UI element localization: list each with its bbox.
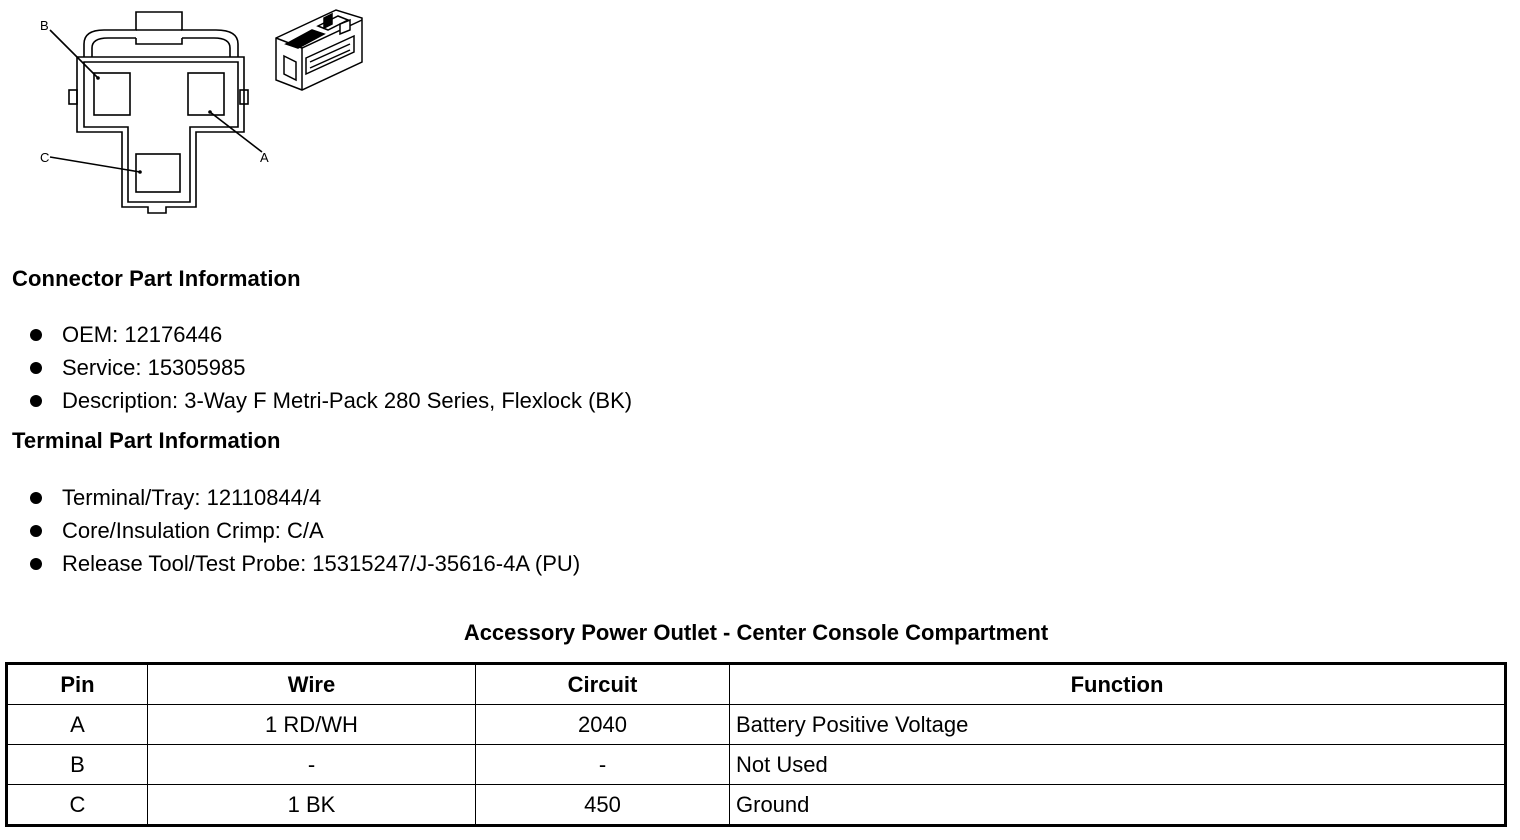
- connector-info-list: [28, 318, 632, 417]
- cell-wire: 1 BK: [148, 785, 476, 826]
- cell-pin: C: [7, 785, 148, 826]
- cavity-a: [188, 73, 224, 115]
- list-item: [28, 351, 632, 384]
- terminal-info-list: [28, 481, 580, 580]
- column-header-pin: Pin: [7, 664, 148, 705]
- cell-pin: B: [7, 745, 148, 785]
- oem-part-number: OEM: 12176446: [62, 322, 223, 347]
- bullet-icon: [30, 362, 42, 374]
- crimp-info: Core/Insulation Crimp: C/A: [62, 518, 324, 543]
- column-header-wire: Wire: [148, 664, 476, 705]
- bullet-icon: [30, 492, 42, 504]
- list-item: [28, 514, 580, 547]
- table-row: [7, 745, 1506, 785]
- list-item: [28, 384, 632, 417]
- connector-latch: [84, 12, 238, 57]
- terminal-tray: Terminal/Tray: 12110844/4: [62, 485, 322, 510]
- side-tab-left: [69, 90, 77, 104]
- table-header-row: [7, 664, 1506, 705]
- table-row: [7, 785, 1506, 826]
- table-title: Accessory Power Outlet - Center Console Compartment: [463, 620, 1049, 645]
- list-item: [28, 481, 580, 514]
- pinout-table: [5, 662, 1507, 827]
- connector-isometric-image: [276, 10, 362, 90]
- pin-label-a: A: [260, 150, 269, 165]
- bullet-icon: [30, 329, 42, 341]
- terminal-info-heading: Terminal Part Information: [12, 428, 281, 453]
- cavity-b: [94, 73, 130, 115]
- release-tool: Release Tool/Test Probe: 15315247/J-35616-4A (PU): [62, 551, 581, 576]
- list-item: [28, 318, 632, 351]
- connector-description: Description: 3-Way F Metri-Pack 280 Series, Flexlock (BK): [62, 388, 633, 413]
- service-part-number: Service: 15305985: [62, 355, 246, 380]
- bullet-icon: [30, 525, 42, 537]
- pin-label-c: C: [40, 150, 50, 165]
- cell-function: Not Used: [730, 745, 1506, 785]
- cell-circuit: -: [476, 745, 730, 785]
- list-item: [28, 547, 580, 580]
- bullet-icon: [30, 395, 42, 407]
- bullet-icon: [30, 558, 42, 570]
- pin-label-b: B: [40, 18, 49, 33]
- cavity-c: [136, 154, 180, 192]
- cell-function: Battery Positive Voltage: [730, 705, 1506, 745]
- cell-wire: 1 RD/WH: [148, 705, 476, 745]
- cell-pin: A: [7, 705, 148, 745]
- cell-circuit: 450: [476, 785, 730, 826]
- connector-housing-outline: [77, 57, 244, 213]
- connector-info-heading: Connector Part Information: [12, 266, 301, 291]
- cell-wire: -: [148, 745, 476, 785]
- column-header-circuit: Circuit: [476, 664, 730, 705]
- table-row: [7, 705, 1506, 745]
- cell-circuit: 2040: [476, 705, 730, 745]
- column-header-function: Function: [730, 664, 1506, 705]
- connector-face-diagram: [0, 0, 380, 220]
- cell-function: Ground: [730, 785, 1506, 826]
